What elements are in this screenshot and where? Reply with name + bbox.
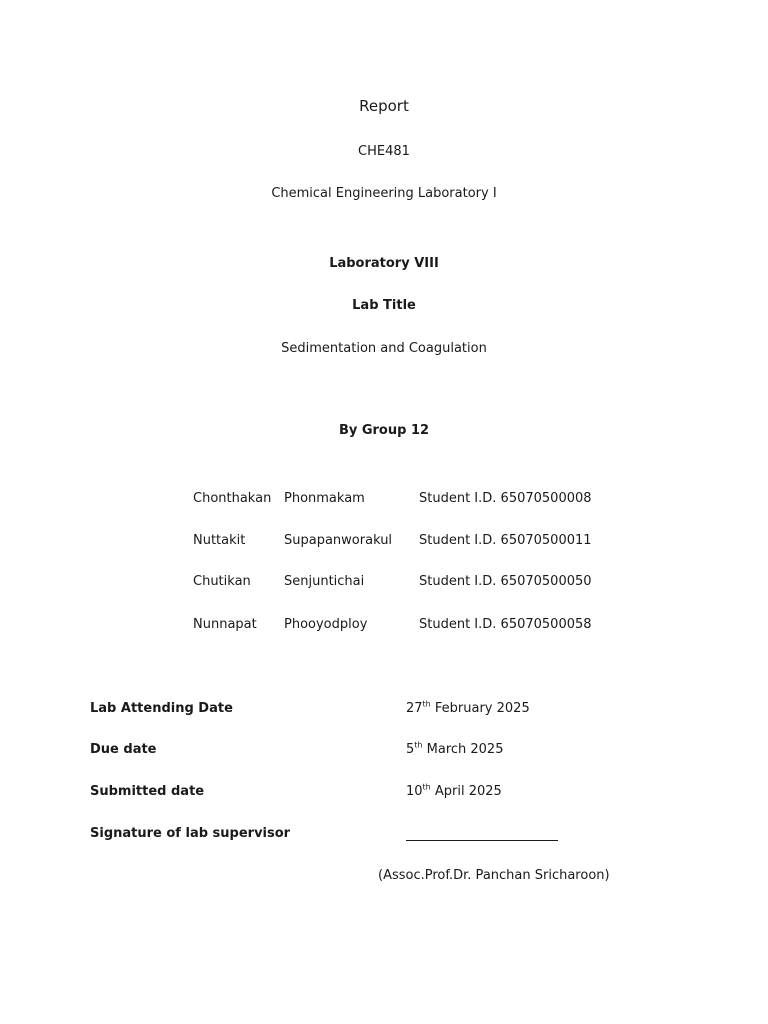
lab-attending-date-label: Lab Attending Date: [90, 701, 233, 716]
member-last-name: Phooyodploy: [284, 617, 368, 632]
member-first-name: Chonthakan: [193, 491, 272, 506]
signature-label: Signature of lab supervisor: [90, 826, 291, 841]
lab-title-label: Lab Title: [352, 298, 416, 313]
supervisor-name: (Assoc.Prof.Dr. Panchan Sricharoon): [378, 868, 610, 883]
signature-row: [0, 825, 768, 845]
member-last-name: Supapanworakul: [284, 533, 393, 548]
lab-attending-date-value: 27th February 2025: [406, 699, 530, 716]
signature-line: [406, 840, 558, 841]
member-student-id: Student I.D. 65070500011: [419, 533, 592, 548]
lab-number: Laboratory VIII: [329, 256, 439, 271]
group-label: By Group 12: [338, 423, 430, 438]
member-row: [0, 532, 768, 552]
member-first-name: Nuttakit: [193, 533, 246, 548]
member-last-name: Senjuntichai: [284, 574, 365, 589]
member-first-name: Chutikan: [193, 574, 251, 589]
member-row: [0, 616, 768, 636]
due-date-label: Due date: [90, 742, 157, 757]
due-date-row: [0, 741, 768, 761]
member-row: [0, 573, 768, 593]
course-code: CHE481: [358, 144, 410, 159]
member-row: [0, 490, 768, 510]
member-last-name: Phonmakam: [284, 491, 365, 506]
report-title: Report: [359, 97, 409, 115]
member-student-id: Student I.D. 65070500008: [419, 491, 592, 506]
lab-attending-date-row: [0, 700, 768, 720]
member-student-id: Student I.D. 65070500058: [419, 617, 592, 632]
lab-title: Sedimentation and Coagulation: [281, 341, 487, 356]
course-name: Chemical Engineering Laboratory I: [271, 186, 497, 201]
due-date-value: 5th March 2025: [406, 740, 504, 757]
member-student-id: Student I.D. 65070500050: [419, 574, 592, 589]
submitted-date-row: [0, 783, 768, 803]
submitted-date-label: Submitted date: [90, 784, 205, 799]
submitted-date-value: 10th April 2025: [406, 782, 502, 799]
member-first-name: Nunnapat: [193, 617, 257, 632]
